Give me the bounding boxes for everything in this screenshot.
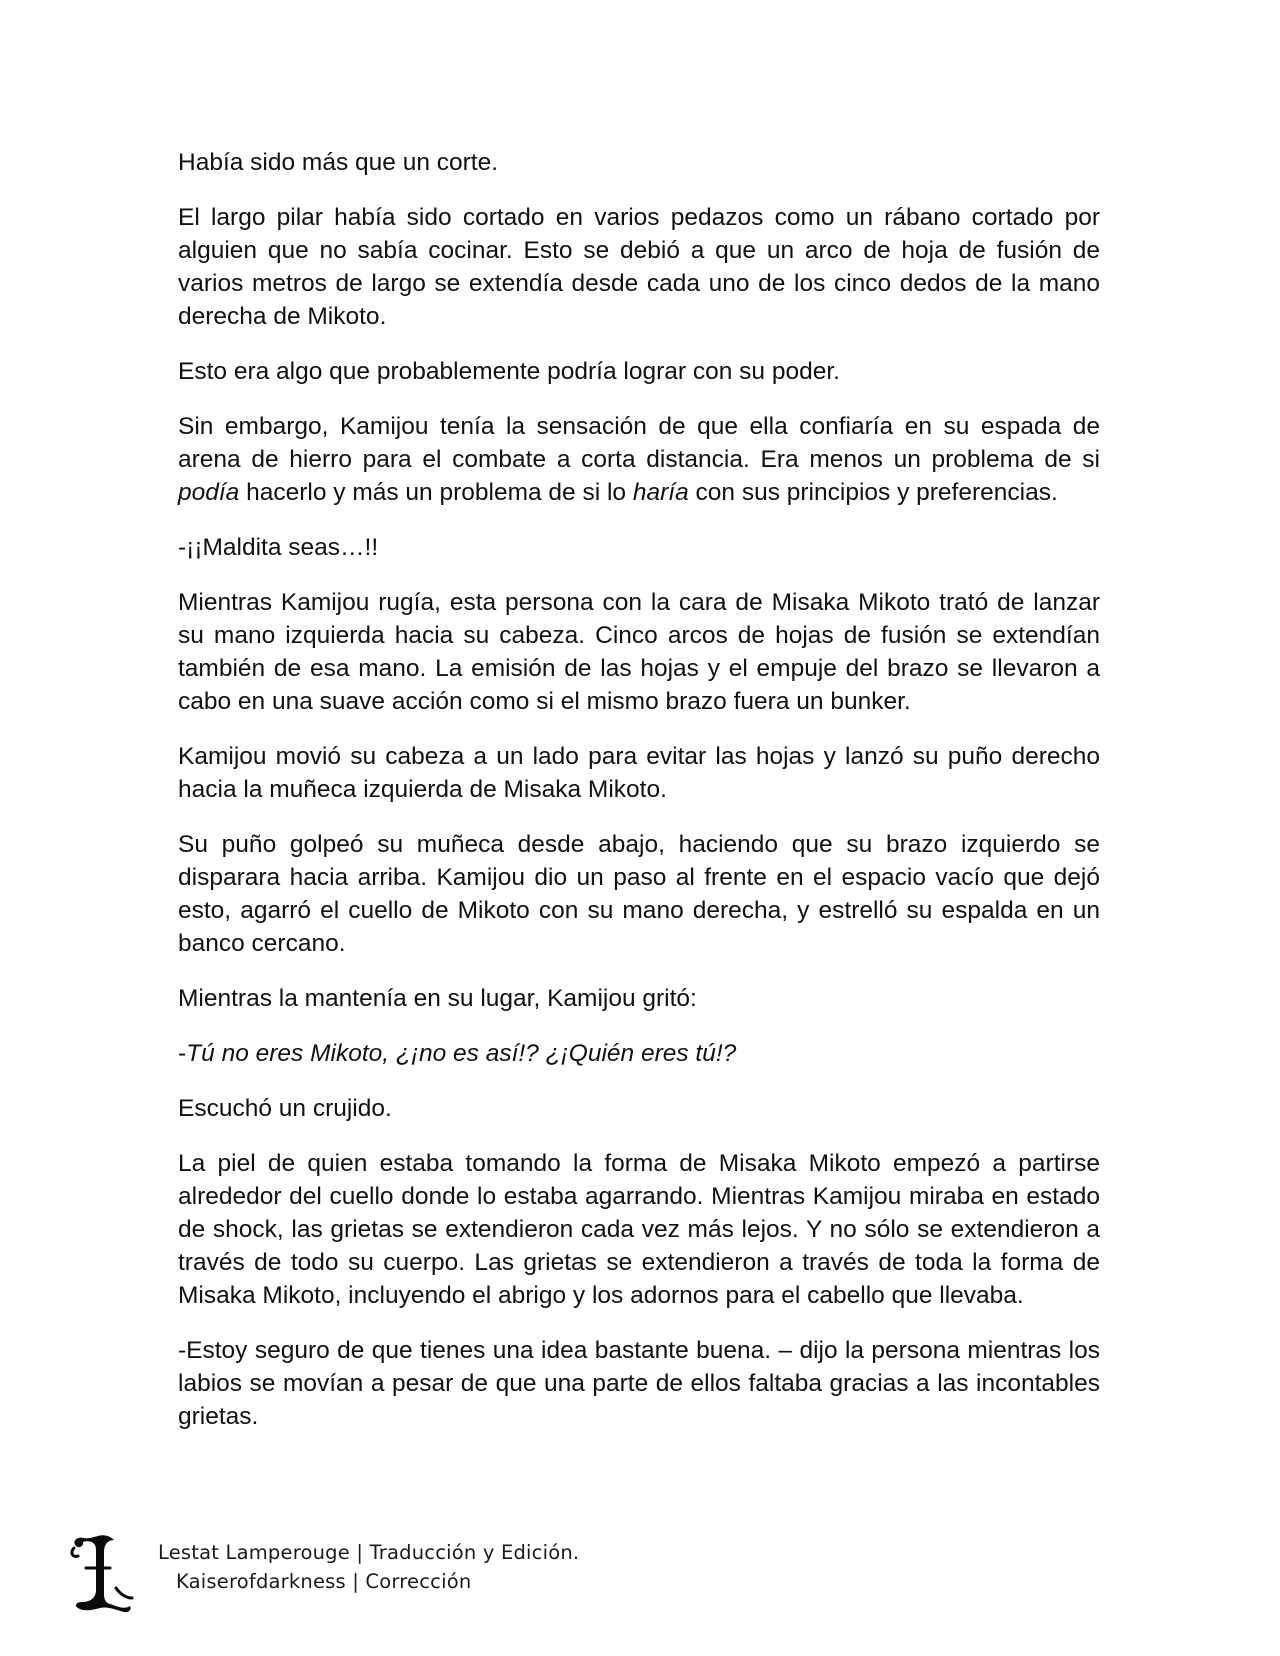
paragraph: Escuchó un crujido. xyxy=(178,1095,392,1122)
credits-block xyxy=(158,1538,579,1596)
credit-line-translation: Lestat Lamperouge | Traducción y Edición. xyxy=(158,1541,580,1564)
paragraph: Mientras la mantenía en su lugar, Kamijou gritó: xyxy=(178,985,697,1012)
page-footer xyxy=(58,1528,758,1638)
paragraph: Mientras Kamijou rugía, esta persona con la cara de Misaka Mikoto trató de lanzar su mano izquierda hacia su cabeza. Cinco arcos de hojas de fusión se extendían también de esa mano. La emisión de las hojas y el empuje del brazo se llevaron a cabo en una suave acción como si el mismo brazo fuera un bunker. xyxy=(178,589,1100,715)
text-span: con sus principios y preferencias. xyxy=(688,479,1058,506)
l-logo-icon xyxy=(66,1528,136,1618)
text-span: hacerlo y más un problema de si lo xyxy=(239,479,633,506)
paragraph: -Estoy seguro de que tienes una idea bastante buena. – dijo la persona mientras los labios se movían a pesar de que una parte de ellos faltaba gracias a las incontables grietas. xyxy=(178,1337,1100,1430)
paragraph xyxy=(178,410,1100,509)
italic-text: podía xyxy=(178,479,240,506)
italic-text: Tú no eres Mikoto, ¿¡no es así!? ¿¡Quién eres tú!? xyxy=(186,1040,737,1067)
paragraph: Su puño golpeó su muñeca desde abajo, haciendo que su brazo izquierdo se disparara hacia arriba. Kamijou dio un paso al frente en el espacio vacío que dejó esto, agarró el cuello de Mikoto con su mano derecha, y estrelló su espalda en un banco cercano. xyxy=(178,831,1100,957)
document-body xyxy=(178,146,1100,1455)
paragraph: -¡¡Maldita seas…!! xyxy=(178,534,379,561)
paragraph: Kamijou movió su cabeza a un lado para evitar las hojas y lanzó su puño derecho hacia la muñeca izquierda de Misaka Mikoto. xyxy=(178,743,1100,803)
italic-text: haría xyxy=(632,479,689,506)
paragraph: Había sido más que un corte. xyxy=(178,149,499,176)
text-span: - xyxy=(178,1040,187,1067)
paragraph: El largo pilar había sido cortado en varios pedazos como un rábano cortado por alguien que no sabía cocinar. Esto se debió a que un arco de hoja de fusión de varios metros de largo se extendía desde cada uno de los cinco dedos de la mano derecha de Mikoto. xyxy=(178,204,1100,330)
text-span: Sin embargo, Kamijou tenía la sensación de que ella confiaría en su espada de arena de hierro para el combate a corta distancia. Era menos un problema de si xyxy=(178,413,1100,473)
paragraph: Esto era algo que probablemente podría lograr con su poder. xyxy=(178,358,840,385)
credit-line-correction: Kaiserofdarkness | Corrección xyxy=(176,1570,472,1593)
paragraph xyxy=(178,1037,1100,1070)
paragraph: La piel de quien estaba tomando la forma de Misaka Mikoto empezó a partirse alrededor del cuello donde lo estaba agarrando. Mientras Kamijou miraba en estado de shock, las grietas se extendieron cada vez más lejos. Y no sólo se extendieron a través de todo su cuerpo. Las grietas se extendieron a través de toda la forma de Misaka Mikoto, incluyendo el abrigo y los adornos para el cabello que llevaba. xyxy=(178,1150,1100,1309)
